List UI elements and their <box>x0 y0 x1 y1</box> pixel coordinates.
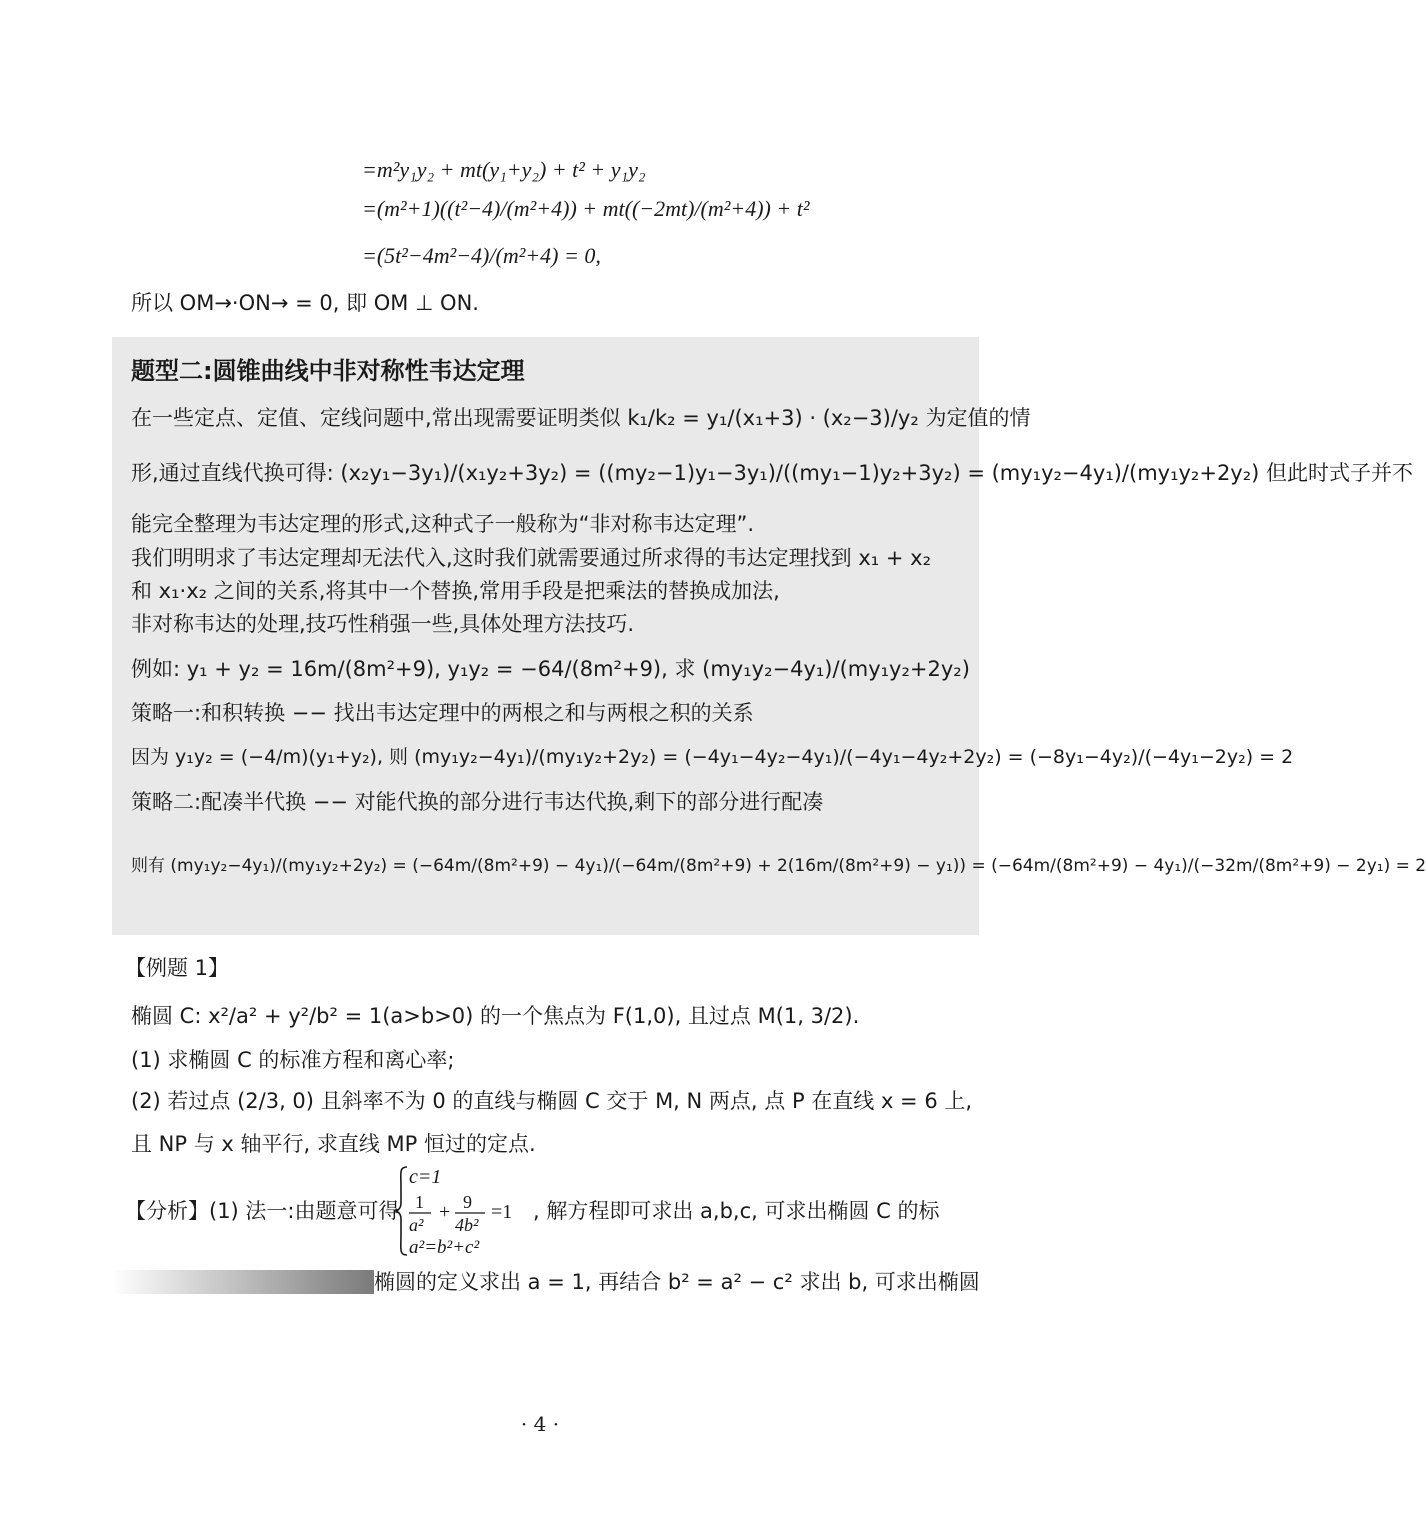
question-1: (1) 求椭圆 C 的标准方程和离心率; <box>131 1048 455 1072</box>
left-brace <box>395 1167 407 1255</box>
box-strategy-2: 策略二:配凑半代换 −− 对能代换的部分进行韦达代换,剩下的部分进行配凑 <box>131 790 824 814</box>
equation-system <box>393 1163 533 1259</box>
page-number: · 4 · <box>520 1412 560 1436</box>
box-strategy-2-calc: 则有 (my₁y₂−4y₁)/(my₁y₂+2y₂) = (−64m/(8m²+9) − 4y₁)/(−64m/(8m²+9) + 2(16m/(8m²+9) − y₁)) = (−64m/(8m²+9) − 4y₁)/(−32m/(8m²+9) − 2y₁) = 2 <box>131 856 1426 876</box>
example-heading: 【例题 1】 <box>125 956 230 980</box>
box-strategy-1: 策略一:和积转换 −− 找出韦达定理中的两根之和与两根之积的关系 <box>131 701 754 725</box>
box-strategy-1-calc: 因为 y₁y₂ = (−4/m)(y₁+y₂), 则 (my₁y₂−4y₁)/(my₁y₂+2y₂) = (−4y₁−4y₂−4y₁)/(−4y₁−4y₂+2y₂) = (−8y₁−4y₂)/(−4y₁−2y₂) = 2 <box>131 746 1294 768</box>
eq-fraction-1-num: 1 <box>415 1192 424 1212</box>
box-paragraph-4: 我们明明求了韦达定理却无法代入,这时我们就需要通过所求得的韦达定理找到 x₁ + x₂ <box>131 546 931 570</box>
question-2-part-a: (2) 若过点 (2/3, 0) 且斜率不为 0 的直线与椭圆 C 交于 M, N 两点, 点 P 在直线 x = 6 上, <box>131 1089 973 1113</box>
analysis-text-c: 椭圆的定义求出 a = 1, 再结合 b² = a² − c² 求出 b, 可求出椭圆 <box>374 1270 980 1294</box>
box-paragraph-5: 和 x₁·x₂ 之间的关系,将其中一个替换,常用手段是把乘法的替换成加法, <box>131 579 780 603</box>
box-paragraph-3: 能完全整理为韦达定理的形式,这种式子一般称为“非对称韦达定理”. <box>131 512 755 536</box>
derivation-line-1: =m²y₁y₂ + mt(y₁+y₂) + t² + y₁y₂ <box>362 157 646 182</box>
eq-fraction-2-num: 9 <box>463 1192 472 1212</box>
analysis-label: 【分析】 <box>125 1199 209 1223</box>
derivation-conclusion: 所以 OM→·ON→ = 0, 即 OM ⊥ ON. <box>131 291 479 315</box>
analysis-text-b: , 解方程即可求出 a,b,c, 可求出椭圆 C 的标 <box>533 1199 940 1223</box>
box-paragraph-6: 非对称韦达的处理,技巧性稍强一些,具体处理方法技巧. <box>131 612 635 636</box>
eq-abc: a²=b²+c² <box>409 1237 480 1258</box>
box-paragraph-2: 形,通过直线代换可得: (x₂y₁−3y₁)/(x₁y₂+3y₂) = ((my₂−1)y₁−3y₁)/((my₁−1)y₂+3y₂) = (my₁y₂−4y₁)/(my₁y₂+2y₂) 但此时式子并不 <box>131 461 1414 485</box>
box-paragraph-1: 在一些定点、定值、定线问题中,常出现需要证明类似 k₁/k₂ = y₁/(x₁+3) · (x₂−3)/y₂ 为定值的情 <box>131 406 1031 430</box>
eq-plus: + <box>439 1201 451 1223</box>
analysis-line <box>125 1198 400 1224</box>
eq-fraction-2-den: 4b² <box>455 1215 479 1235</box>
eq-c: c=1 <box>409 1166 442 1188</box>
box-title: 题型二:圆锥曲线中非对称性韦达定理 <box>131 357 525 385</box>
obscured-overlay <box>112 1270 374 1294</box>
derivation-line-2: =(m²+1)((t²−4)/(m²+4)) + mt((−2mt)/(m²+4)) + t² <box>362 196 810 221</box>
example-statement: 椭圆 C: x²/a² + y²/b² = 1(a>b>0) 的一个焦点为 F(1,0), 且过点 M(1, 3/2). <box>131 1004 860 1028</box>
analysis-text-a: (1) 法一:由题意可得 <box>209 1199 400 1223</box>
box-example: 例如: y₁ + y₂ = 16m/(8m²+9), y₁y₂ = −64/(8m²+9), 求 (my₁y₂−4y₁)/(my₁y₂+2y₂) <box>131 657 970 681</box>
question-2-part-b: 且 NP 与 x 轴平行, 求直线 MP 恒过的定点. <box>131 1132 536 1156</box>
derivation-line-3: =(5t²−4m²−4)/(m²+4) = 0, <box>362 243 601 268</box>
eq-fraction-1-den: a² <box>409 1215 424 1235</box>
eq-equals-one: =1 <box>491 1201 513 1223</box>
